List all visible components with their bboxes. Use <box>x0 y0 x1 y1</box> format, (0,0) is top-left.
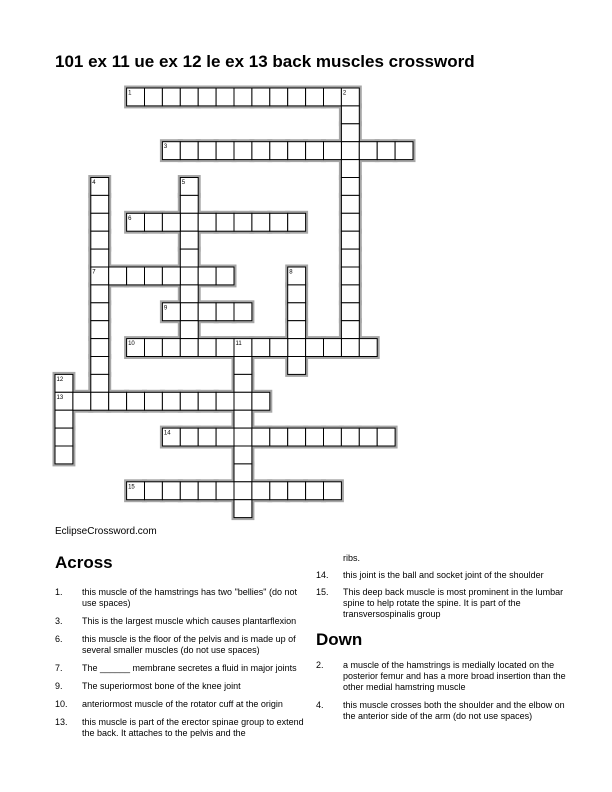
grid-cell <box>234 446 252 464</box>
clue-text: anteriormost muscle of the rotator cuff at the origin <box>82 699 283 709</box>
grid-cell <box>270 88 288 106</box>
grid-cell <box>198 88 216 106</box>
grid-cell <box>216 267 234 285</box>
grid-cell <box>198 339 216 357</box>
across-clue <box>55 699 310 710</box>
grid-cell <box>91 321 109 339</box>
across-clue-continued: ribs. <box>343 553 361 563</box>
across-clue <box>55 616 310 627</box>
grid-cell <box>377 142 395 160</box>
grid-cell <box>341 303 359 321</box>
grid-cell <box>324 88 342 106</box>
down-heading: Down <box>316 630 363 649</box>
grid-cell <box>270 213 288 231</box>
grid-cell <box>324 142 342 160</box>
grid-cell <box>180 339 198 357</box>
grid-cell <box>180 231 198 249</box>
grid-cell <box>252 392 270 410</box>
grid-cell <box>270 142 288 160</box>
cell-number: 6 <box>128 215 132 222</box>
cell-number: 11 <box>235 341 242 348</box>
grid-cell <box>180 142 198 160</box>
grid-cell <box>198 392 216 410</box>
cell-number: 15 <box>128 484 135 491</box>
clue-number: 7. <box>55 663 63 673</box>
right-column <box>316 553 576 722</box>
grid-cell <box>180 195 198 213</box>
source-credit: EclipseCrossword.com <box>55 526 157 537</box>
grid-cell <box>252 213 270 231</box>
grid-cell <box>234 88 252 106</box>
grid-cell <box>91 339 109 357</box>
cell-number: 13 <box>56 394 64 401</box>
grid-cell <box>91 231 109 249</box>
grid-cell <box>288 339 306 357</box>
across-clue <box>55 634 310 656</box>
grid-cell <box>216 142 234 160</box>
grid-cell <box>91 195 109 213</box>
clue-number: 9. <box>55 681 63 691</box>
grid-cell <box>359 142 377 160</box>
grid-cell <box>127 267 145 285</box>
grid-cell <box>91 213 109 231</box>
clue-number: 2. <box>316 660 324 670</box>
cell-number: 10 <box>128 341 135 348</box>
grid-cell <box>324 482 342 500</box>
cell-number: 1 <box>128 90 132 97</box>
grid-cell <box>306 88 324 106</box>
grid-cell <box>234 374 252 392</box>
grid-cell <box>341 321 359 339</box>
grid-cell <box>145 267 163 285</box>
cell-number: 4 <box>92 180 96 186</box>
grid-cell <box>234 357 252 375</box>
grid-cell <box>145 88 163 106</box>
grid-cell <box>341 249 359 267</box>
grid-cell <box>180 482 198 500</box>
grid-cell <box>252 482 270 500</box>
clue-text: this muscle crosses both the shoulder and the elbow on the anterior side of the arm (do not use spaces) <box>343 700 565 721</box>
across-clue <box>55 681 310 692</box>
grid-cell <box>145 213 163 231</box>
clue-text: The ______ membrane secretes a fluid in major joints <box>82 663 297 673</box>
grid-cell <box>377 428 395 446</box>
grid-cell <box>109 267 127 285</box>
grid-cell <box>341 267 359 285</box>
cell-number: 14 <box>163 430 171 437</box>
clue-text: The superiormost bone of the knee joint <box>82 681 241 691</box>
clue-text: This is the largest muscle which causes plantarflexion <box>82 616 297 626</box>
cell-number: 7 <box>92 269 96 276</box>
grid-cell <box>216 88 234 106</box>
grid-cell <box>288 428 306 446</box>
down-clue <box>316 660 576 693</box>
clue-text: this muscle is part of the erector spinae group to extend the back. It attaches to the pelvis and the <box>82 717 304 738</box>
grid-cell <box>180 303 198 321</box>
grid-cell <box>341 106 359 124</box>
grid-cell <box>341 124 359 142</box>
grid-cell <box>55 428 73 446</box>
grid-cell <box>234 213 252 231</box>
clue-text: a muscle of the hamstrings is medially located on the posterior femur and has a more broad insertion than the other medial hamstring muscle <box>343 660 566 692</box>
grid-cell <box>216 339 234 357</box>
grid-cell <box>288 142 306 160</box>
clue-number: 10. <box>55 699 68 709</box>
grid-cell <box>306 428 324 446</box>
grid-cell <box>234 142 252 160</box>
clue-number: 3. <box>55 616 63 626</box>
clue-number: 15. <box>316 587 329 597</box>
grid-cell <box>341 213 359 231</box>
grid-cell <box>288 321 306 339</box>
grid-cell <box>341 142 359 160</box>
clue-number: 4. <box>316 700 324 710</box>
grid-cell <box>359 339 377 357</box>
grid-cell <box>306 142 324 160</box>
grid-cell <box>198 267 216 285</box>
cell-number: 3 <box>163 144 168 151</box>
grid-cell <box>234 410 252 428</box>
grid-cell <box>198 213 216 231</box>
grid-cell <box>145 482 163 500</box>
grid-cell <box>306 339 324 357</box>
grid-cell <box>341 231 359 249</box>
grid-cell <box>198 428 216 446</box>
grid-cell <box>234 464 252 482</box>
grid-cell <box>324 339 342 357</box>
grid-cell <box>359 428 377 446</box>
grid-cell <box>270 339 288 357</box>
grid-cell <box>198 482 216 500</box>
across-clue <box>316 570 576 581</box>
grid-cell <box>198 142 216 160</box>
across-clue <box>55 717 310 739</box>
grid-cell <box>324 428 342 446</box>
grid-cell <box>162 213 180 231</box>
grid-cell <box>341 160 359 178</box>
grid-cell <box>216 482 234 500</box>
grid-cell <box>341 339 359 357</box>
clue-text: this muscle is the floor of the pelvis and is made up of several smaller muscles (do not use spaces) <box>82 634 296 655</box>
across-clue <box>316 587 576 620</box>
grid-cell <box>270 482 288 500</box>
grid-cell <box>341 178 359 196</box>
grid-cell <box>91 374 109 392</box>
clue-text: This deep back muscle is most prominent in the lumbar spine to help rotate the spine. It is part of the transversospinalis group <box>343 587 564 619</box>
grid-cell <box>180 321 198 339</box>
grid-cell <box>216 303 234 321</box>
grid-cell <box>180 213 198 231</box>
grid-cell <box>341 285 359 303</box>
clue-number: 6. <box>55 634 63 644</box>
grid-cell <box>162 88 180 106</box>
grid-cell <box>341 428 359 446</box>
clue-number: 1. <box>55 587 63 597</box>
grid-cell <box>270 428 288 446</box>
grid-cell <box>341 195 359 213</box>
grid-cell <box>234 303 252 321</box>
grid-cell <box>55 410 73 428</box>
cell-number: 5 <box>181 180 186 186</box>
grid-cell <box>162 392 180 410</box>
grid-cell <box>91 285 109 303</box>
grid-cell <box>127 392 145 410</box>
grid-cell <box>91 357 109 375</box>
grid-cell <box>180 285 198 303</box>
grid-cell <box>180 267 198 285</box>
grid-cell <box>109 392 127 410</box>
grid-cell <box>91 392 109 410</box>
page-title: 101 ex 11 ue ex 12 le ex 13 back muscles crossword <box>55 52 475 71</box>
grid-cell <box>252 428 270 446</box>
across-heading: Across <box>55 553 113 572</box>
grid-cell <box>55 446 73 464</box>
grid-cell <box>306 482 324 500</box>
grid-cell <box>252 142 270 160</box>
grid-cell <box>395 142 413 160</box>
across-clue <box>55 663 310 674</box>
grid-cell <box>91 249 109 267</box>
grid-cell <box>145 339 163 357</box>
grid-cell <box>216 428 234 446</box>
down-clue <box>316 700 576 722</box>
grid-cell <box>288 285 306 303</box>
grid-cell <box>288 482 306 500</box>
grid-cell <box>73 392 91 410</box>
grid-cell <box>234 428 252 446</box>
across-column <box>55 553 310 739</box>
cell-number: 9 <box>163 305 168 312</box>
grid-cell <box>198 303 216 321</box>
grid-cell <box>288 88 306 106</box>
grid-cell <box>180 249 198 267</box>
clue-text: this joint is the ball and socket joint of the shoulder <box>343 570 544 580</box>
grid-cell <box>234 482 252 500</box>
grid-cell <box>180 88 198 106</box>
grid-cell <box>288 213 306 231</box>
grid-cell <box>91 303 109 321</box>
grid-cell <box>234 392 252 410</box>
clue-text: this muscle of the hamstrings has two "bellies" (do not use spaces) <box>82 587 297 608</box>
cell-number: 12 <box>56 376 64 383</box>
grid-cell <box>180 428 198 446</box>
grid-cell <box>252 88 270 106</box>
grid-cell <box>288 357 306 375</box>
cell-number: 8 <box>289 269 293 276</box>
grid-cell <box>252 339 270 357</box>
grid-cell <box>216 213 234 231</box>
grid-cell <box>180 392 198 410</box>
clue-number: 14. <box>316 570 329 580</box>
grid-cell <box>162 339 180 357</box>
grid-cell <box>234 500 252 518</box>
grid-cell <box>216 392 234 410</box>
clue-number: 13. <box>55 717 68 727</box>
grid-cell <box>162 267 180 285</box>
grid-cell <box>162 482 180 500</box>
cell-number: 2 <box>342 90 347 97</box>
grid-cell <box>145 392 163 410</box>
across-clue <box>55 587 310 609</box>
grid-cell <box>288 303 306 321</box>
